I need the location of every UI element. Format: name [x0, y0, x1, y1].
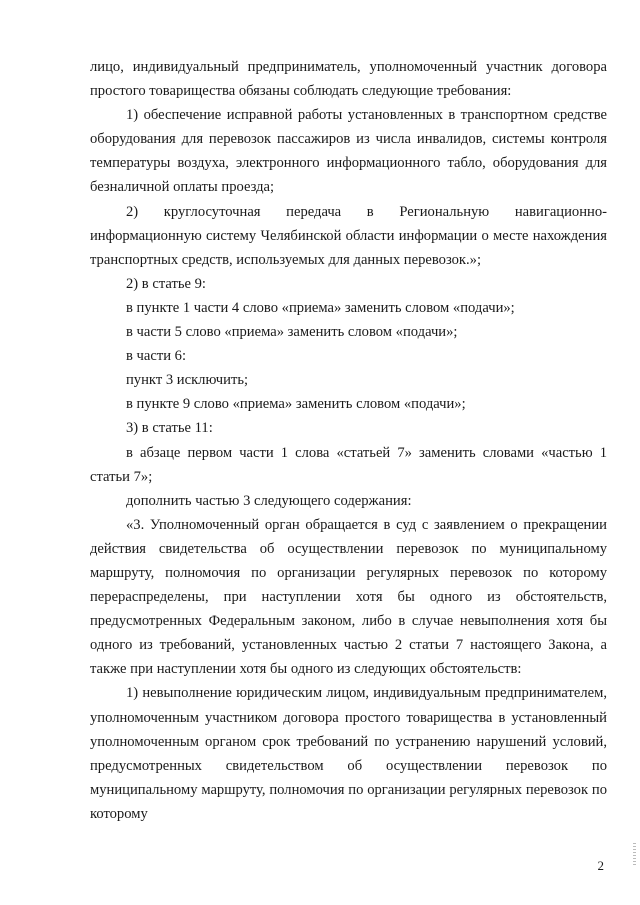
- paragraph-article-9-part-4: в пункте 1 части 4 слово «приема» заменить словом «подачи»;: [126, 299, 515, 316]
- paragraph-part-3-text: «3. Уполномоченный орган обращается в суд с заявлением о прекращении действия свидетельства об осуществлении перевозок по муниципальному маршруту, полномочия по организации регулярных перевозок по которому перераспределены, при наступлении хотя бы одного из обстоятельств, предусмотренных Федеральным законом, либо в случае невыполнения хотя бы одного из требований, установленных частью 2 статьи 7 настоящего Закона, а также при наступлении хотя бы одного из следующих обстоятельств:: [90, 516, 607, 678]
- paragraph-article-9-part-5: в части 5 слово «приема» заменить словом «подачи»;: [126, 324, 458, 341]
- paragraph-continuation: лицо, индивидуальный предприниматель, уполномоченный участник договора простого товарищества обязаны соблюдать следующие требования:: [90, 59, 607, 100]
- paragraph-requirement-2: 2) круглосуточная передача в Региональную навигационно-информационную систему Челябинской области информации о месте нахождения транспортных средств, используемых для данных перевозок.»;: [90, 203, 607, 268]
- paragraph-article-11-add-part-3: дополнить частью 3 следующего содержания:: [126, 492, 412, 509]
- paragraph-article-11-heading: 3) в статье 11:: [126, 420, 213, 437]
- paragraph-circumstance-1: 1) невыполнение юридическим лицом, индивидуальным предпринимателем, уполномоченным участником договора простого товарищества в установленный уполномоченным органом срок требований по устранению нарушений условий, предусмотренных свидетельством об осуществлении перевозок по муниципальному маршруту, полномочия по организации регулярных перевозок по которому: [90, 685, 607, 822]
- paragraph-requirement-1: 1) обеспечение исправной работы установленных в транспортном средстве оборудования для перевозок пассажиров из числа инвалидов, системы контроля температуры воздуха, электронного информационного табло, оборудования для безналичной оплаты проезда;: [90, 107, 607, 196]
- paragraph-article-9-item-3: пункт 3 исключить;: [126, 372, 249, 389]
- page-number: 2: [597, 858, 604, 873]
- paragraph-article-11-part-1: в абзаце первом части 1 слова «статьей 7» заменить словами «частью 1 статьи 7»;: [90, 444, 607, 485]
- paragraph-article-9-heading: 2) в статье 9:: [126, 275, 206, 292]
- paragraph-article-9-item-9: в пункте 9 слово «приема» заменить словом «подачи»;: [126, 396, 466, 413]
- document-body: [90, 55, 607, 826]
- paragraph-article-9-part-6: в части 6:: [126, 348, 187, 365]
- scan-edge-mark: [633, 843, 636, 865]
